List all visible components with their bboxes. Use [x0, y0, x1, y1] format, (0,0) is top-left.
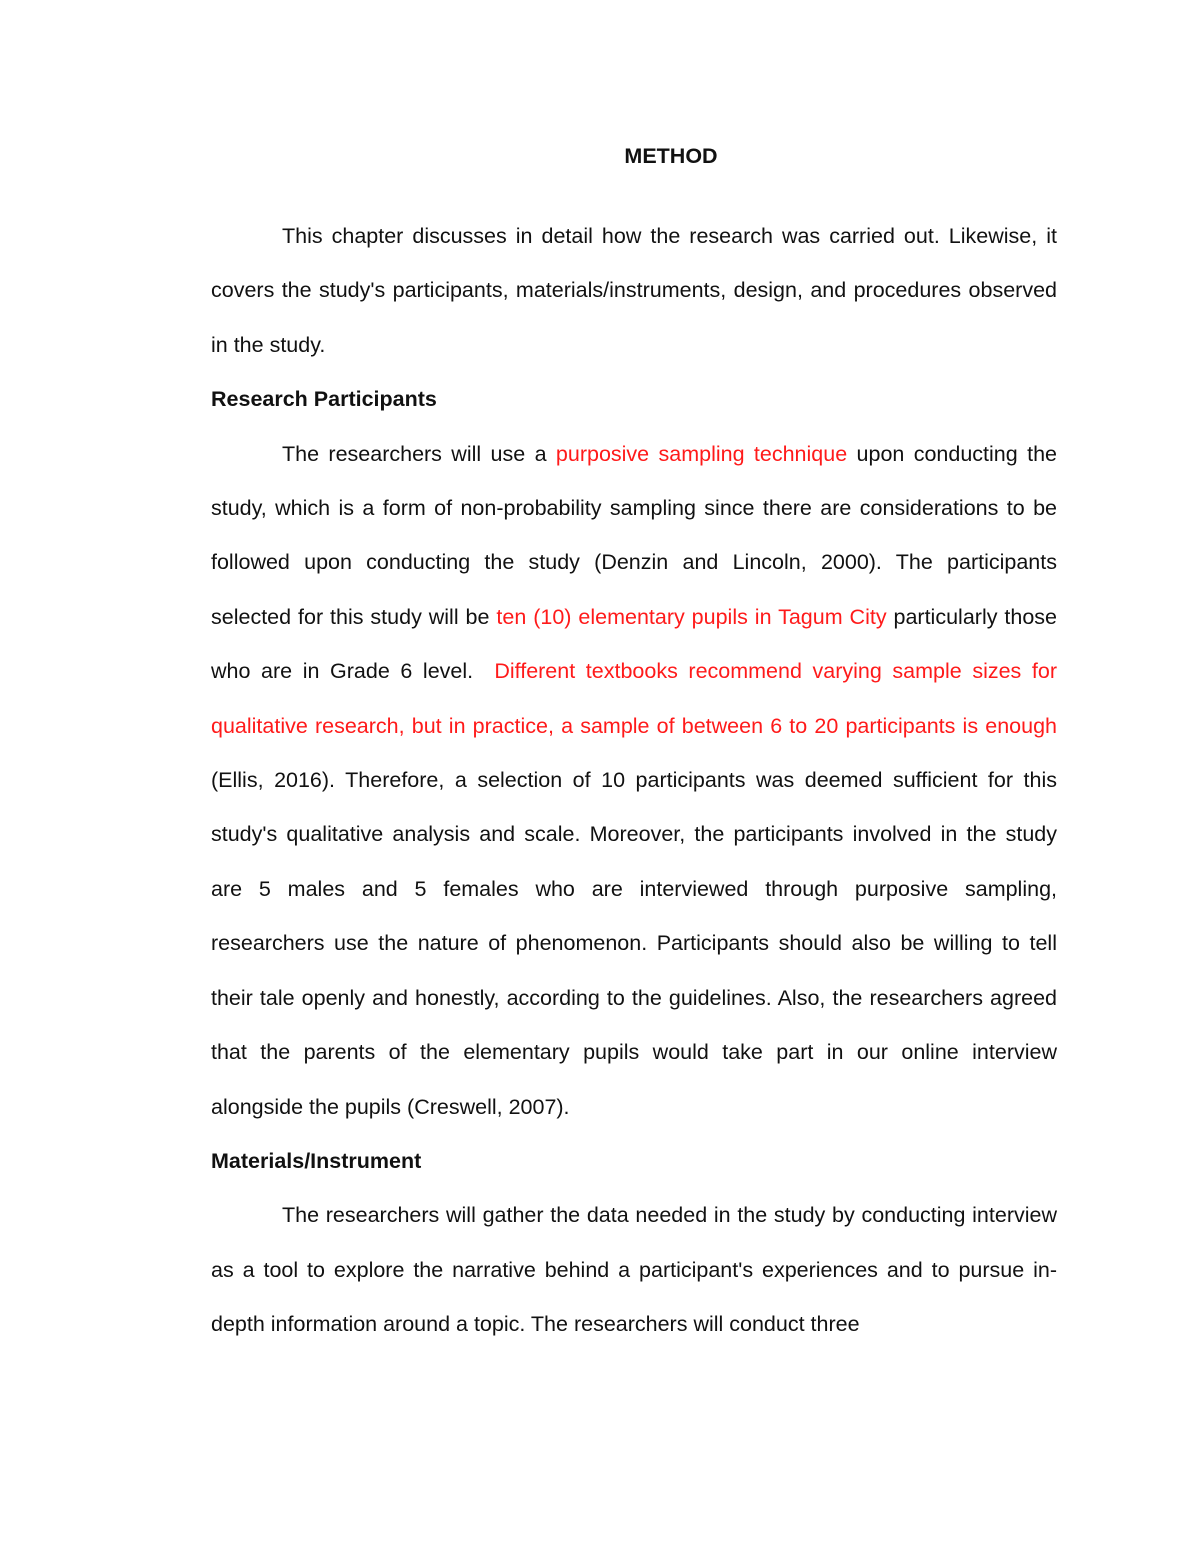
text-segment: The researchers will gather the data needed in the study by conducting interview as a tool to explore the narrative behind a participant's experiences and to pursue in-depth information around a topic. The researchers will conduct three	[211, 1203, 1057, 1337]
text-segment: particularly those who are in Grade 6 level.	[211, 604, 1063, 684]
text-segment: upon conducting the study, which is a form of non-probability sampling since there are considerations to be followed upon conducting the study (Denzin and Lincoln, 2000). The participants selected for this study will be	[211, 441, 1057, 629]
intro-paragraph: This chapter discusses in detail how the research was carried out. Likewise, it covers the study's participants, materials/instruments, design, and procedures observed in the study.	[211, 224, 1057, 357]
highlighted-text-segment: ten (10) elementary pupils in Tagum City	[496, 604, 887, 629]
materials-instrument-paragraph	[211, 1188, 1057, 1351]
text-segment: (Ellis, 2016). Therefore, a selection of 10 participants was deemed sufficient for this study's qualitative analysis and scale. Moreover, the participants involved in the study are 5 males and 5 females who are interviewed through purposive sampling, researchers use the nature of phenomenon. Participants should also be willing to tell their tale openly and honestly, according to the guidelines. Also, the researchers agreed that the parents of the elementary pupils would take part in our online interview alongside the pupils (Creswell, 2007).	[211, 768, 1057, 1119]
highlighted-text-segment: Different textbooks recommend varying sample sizes for qualitative research, but in practice, a sample of between 6 to 20 participants is enough	[211, 659, 1057, 738]
section-heading-research-participants: Research Participants	[211, 387, 437, 412]
page-title: METHOD	[624, 144, 718, 168]
research-participants-paragraph	[211, 427, 1063, 1134]
section-heading-materials-instrument: Materials/Instrument	[211, 1148, 422, 1173]
highlighted-text-segment: purposive sampling technique	[555, 441, 848, 466]
document-body	[211, 128, 1063, 1352]
text-segment: The researchers will use a	[282, 441, 556, 466]
